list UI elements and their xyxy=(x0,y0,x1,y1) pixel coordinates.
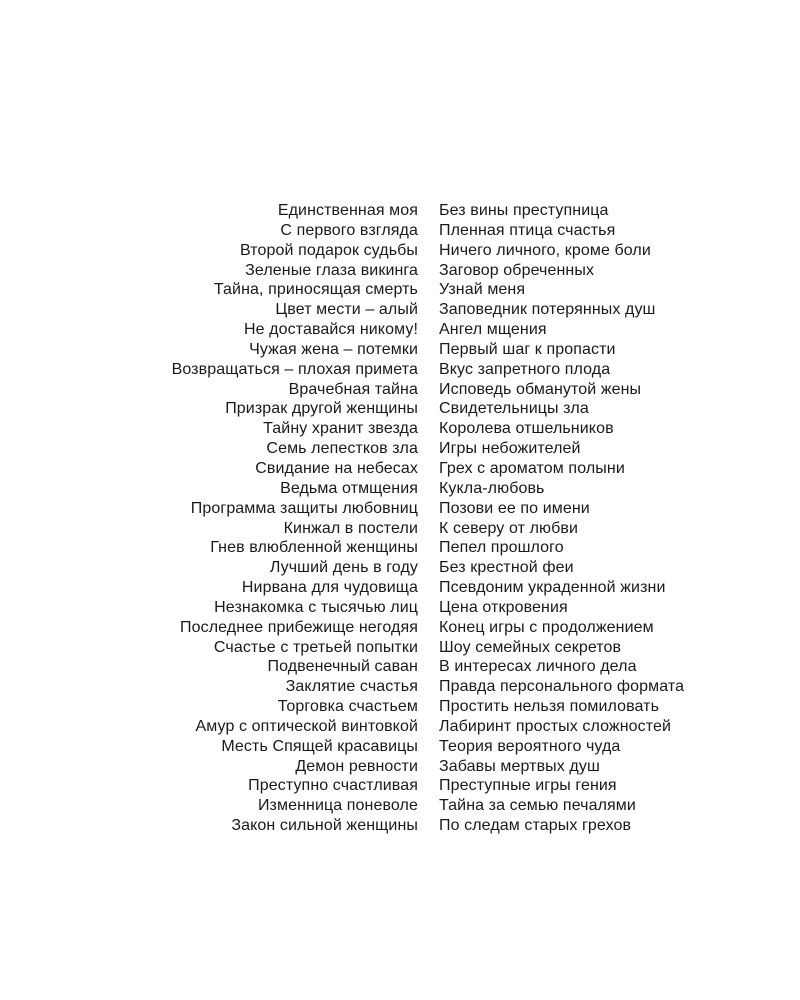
left-title-entry: Счастье с третьей попытки xyxy=(213,638,418,656)
left-title-entry: Закон сильной женщины xyxy=(231,817,418,835)
left-title-entry: Амур с оптической винтовкой xyxy=(195,717,418,735)
left-title-entry: Тайну хранит звезда xyxy=(263,420,418,438)
right-title-entry: К северу от любви xyxy=(439,519,579,537)
book-title-list xyxy=(0,201,800,836)
left-title-column xyxy=(0,201,418,836)
right-title-entry: Исповедь обманутой жены xyxy=(439,380,642,398)
right-title-entry: Преступные игры гения xyxy=(439,777,617,795)
right-title-entry: Кукла-любовь xyxy=(439,479,545,497)
right-title-entry: Первый шаг к пропасти xyxy=(439,340,616,358)
right-title-entry: Заговор обреченных xyxy=(439,261,595,279)
right-title-entry: Вкус запретного плода xyxy=(439,360,611,378)
right-title-entry: Правда персонального формата xyxy=(439,678,685,696)
right-title-entry: Позови ее по имени xyxy=(439,499,590,517)
right-title-entry: Без крестной феи xyxy=(439,559,574,577)
right-title-entry: Узнай меня xyxy=(439,281,526,299)
left-title-entry: Кинжал в постели xyxy=(283,519,418,537)
left-title-entry: С первого взгляда xyxy=(280,221,418,239)
right-title-entry: Шоу семейных секретов xyxy=(439,638,622,656)
left-title-entry: Месть Спящей красавицы xyxy=(221,737,418,755)
right-title-entry: Конец игры с продолжением xyxy=(439,618,654,636)
left-title-entry: Гнев влюбленной женщины xyxy=(210,539,418,557)
left-title-entry: Демон ревности xyxy=(295,757,418,775)
right-title-column xyxy=(439,201,800,836)
left-title-entry: Лучший день в году xyxy=(269,559,418,577)
left-title-entry: Чужая жена – потемки xyxy=(249,340,418,358)
left-title-entry: Не доставайся никому! xyxy=(243,321,418,339)
right-title-entry: Свидетельницы зла xyxy=(439,400,589,418)
left-title-entry: Призрак другой женщины xyxy=(225,400,418,418)
right-title-entry: Королева отшельников xyxy=(439,420,614,438)
left-title-entry: Нирвана для чудовища xyxy=(241,579,418,597)
left-title-entry: Незнакомка с тысячью лиц xyxy=(214,598,418,616)
right-title-entry: Игры небожителей xyxy=(439,440,581,458)
right-title-entry: Цена откровения xyxy=(439,598,568,616)
right-title-entry: Тайна за семью печалями xyxy=(439,797,636,815)
right-title-entry: Заповедник потерянных душ xyxy=(439,301,656,319)
left-title-entry: Врачебная тайна xyxy=(288,380,418,398)
left-title-entry: Программа защиты любовниц xyxy=(190,499,418,517)
left-title-entry: Второй подарок судьбы xyxy=(240,241,418,259)
right-title-entry: По следам старых грехов xyxy=(439,817,632,835)
left-title-entry: Заклятие счастья xyxy=(285,678,418,696)
left-title-entry: Преступно счастливая xyxy=(248,777,418,795)
right-title-entry: Псевдоним украденной жизни xyxy=(439,579,666,597)
left-title-entry: Семь лепестков зла xyxy=(266,440,418,458)
right-title-entry: Простить нельзя помиловать xyxy=(439,698,660,716)
left-title-entry: Подвенечный саван xyxy=(267,658,418,676)
left-title-entry: Цвет мести – алый xyxy=(275,301,418,319)
right-title-entry: Без вины преступница xyxy=(439,202,609,219)
left-title-entry: Свидание на небесах xyxy=(255,459,418,477)
left-title-entry: Ведьма отмщения xyxy=(280,479,418,497)
right-title-entry: Пепел прошлого xyxy=(439,539,564,557)
left-title-entry: Торговка счастьем xyxy=(277,698,418,716)
right-title-entry: Ничего личного, кроме боли xyxy=(439,241,651,259)
left-title-entry: Последнее прибежище негодяя xyxy=(180,618,418,636)
right-title-entry: В интересах личного дела xyxy=(439,658,637,676)
left-title-entry: Возвращаться – плохая примета xyxy=(171,360,418,378)
left-title-entry: Изменница поневоле xyxy=(257,797,418,815)
right-title-entry: Лабиринт простых сложностей xyxy=(439,717,672,735)
right-title-entry: Забавы мертвых душ xyxy=(439,757,600,775)
left-title-entry: Единственная моя xyxy=(277,202,418,219)
right-title-entry: Пленная птица счастья xyxy=(439,221,616,239)
right-title-entry: Ангел мщения xyxy=(439,321,547,339)
right-title-entry: Теория вероятного чуда xyxy=(439,737,621,755)
left-title-entry: Тайна, приносящая смерть xyxy=(213,281,418,299)
left-title-entry: Зеленые глаза викинга xyxy=(245,261,418,279)
right-title-entry: Грех с ароматом полыни xyxy=(439,459,625,477)
